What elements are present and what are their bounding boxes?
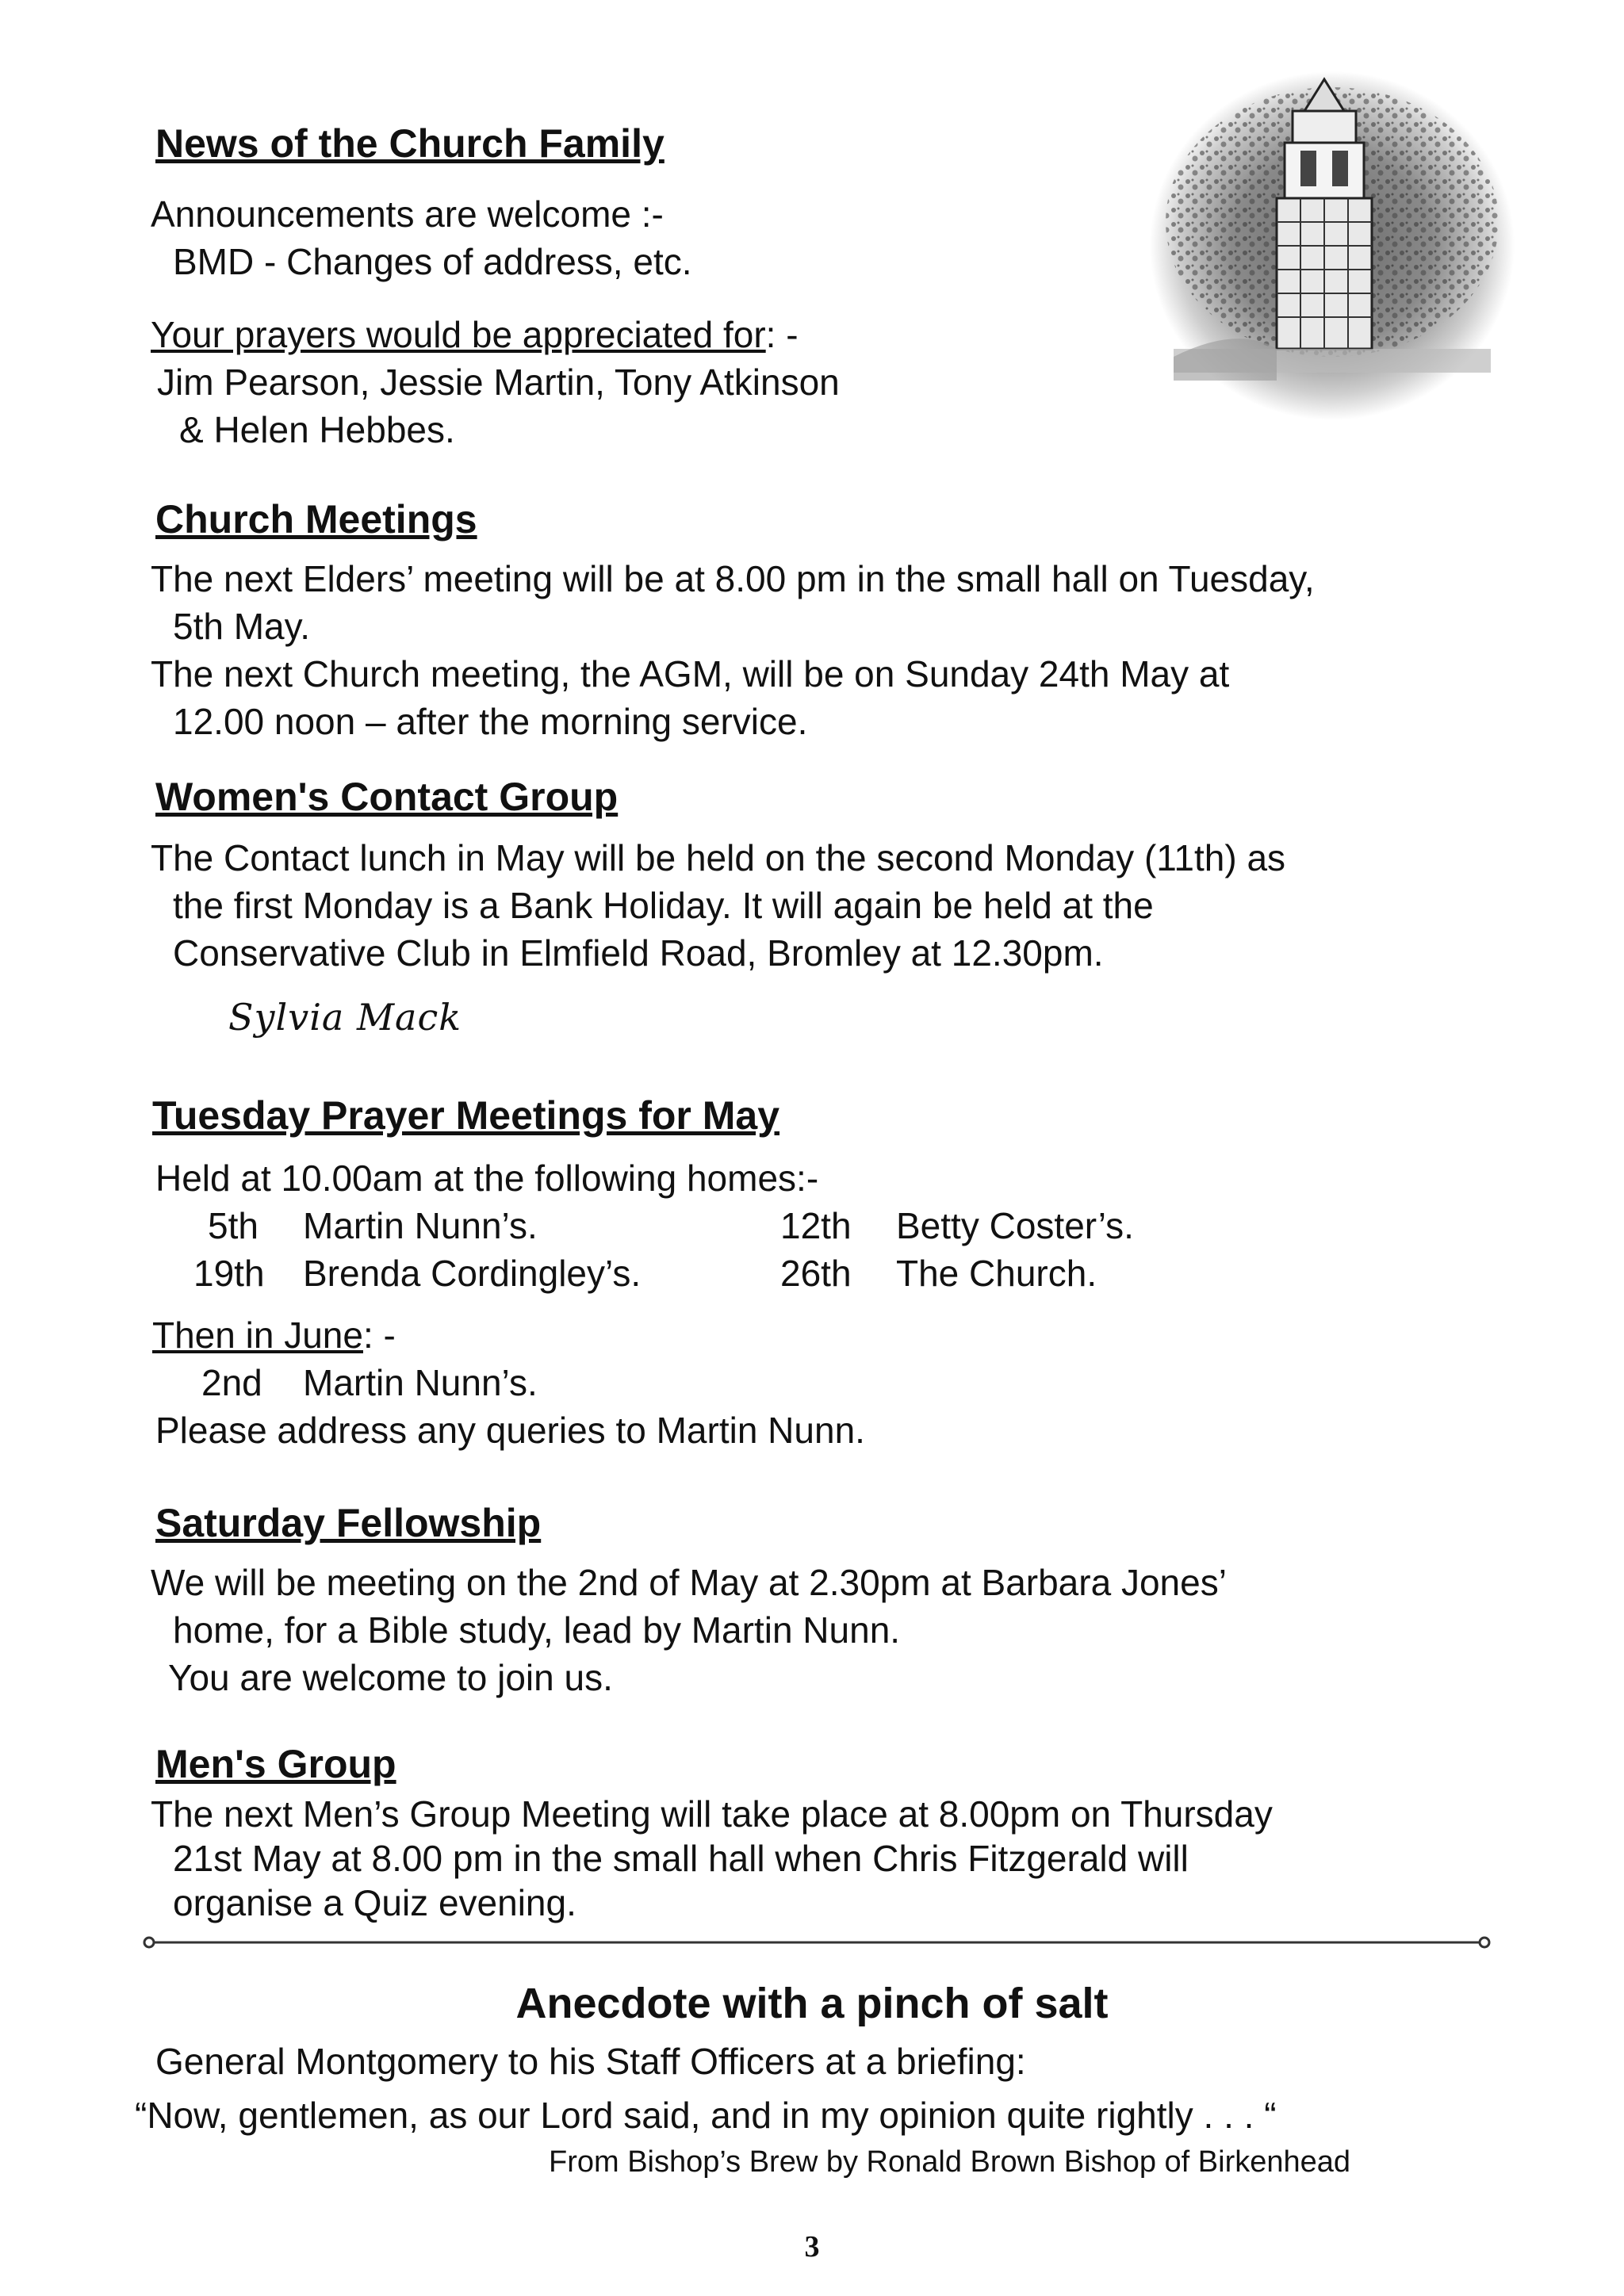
church-meeting-time: 12.00 noon – after the morning service.	[173, 701, 808, 742]
schedule-date: 12th	[780, 1205, 852, 1246]
schedule-home: Brenda Cordingley’s.	[303, 1253, 642, 1294]
mens-group-heading: Men's Group	[155, 1742, 396, 1786]
schedule-home: The Church.	[896, 1253, 1097, 1294]
anecdote-heading: Anecdote with a pinch of salt	[515, 1980, 1109, 2027]
womens-group-text-2: the first Monday is a Bank Holiday. It will again be held at the	[173, 885, 1154, 926]
saturday-fellowship-heading: Saturday Fellowship	[155, 1501, 542, 1545]
news-heading: News of the Church Family	[155, 121, 665, 166]
elders-meeting-date: 5th May.	[173, 606, 310, 647]
june-date: 2nd	[201, 1362, 262, 1403]
saturday-text-2: home, for a Bible study, lead by Martin Nunn.	[173, 1609, 901, 1651]
mens-group-text-2: 21st May at 8.00 pm in the small hall when Chris Fitzgerald will	[173, 1838, 1189, 1879]
prayer-meetings-heading: Tuesday Prayer Meetings for May	[152, 1093, 780, 1138]
church-meeting-text: The next Church meeting, the AGM, will be on Sunday 24th May at	[151, 653, 1230, 695]
womens-group-text-3: Conservative Club in Elmfield Road, Bromley at 12.30pm.	[173, 932, 1104, 974]
june-suffix: : -	[362, 1314, 396, 1356]
prayers-request	[151, 311, 799, 358]
anecdote-credit: From Bishop’s Brew by Ronald Brown Bishop of Birkenhead	[549, 2145, 1351, 2179]
signature: Sylvia Mack	[228, 996, 462, 1039]
church-spire-illustration	[1142, 63, 1522, 428]
womens-group-text-1: The Contact lunch in May will be held on the second Monday (11th) as	[151, 837, 1286, 878]
womens-group-heading: Women's Contact Group	[155, 775, 619, 819]
june-label: Then in June	[152, 1314, 363, 1356]
news-intro-detail: BMD - Changes of address, etc.	[173, 241, 692, 282]
mens-group-text-1: The next Men’s Group Meeting will take place at 8.00pm on Thursday	[151, 1793, 1273, 1835]
schedule-date: 26th	[780, 1253, 852, 1294]
anecdote-intro: General Montgomery to his Staff Officers at a briefing:	[155, 2041, 1026, 2082]
schedule-home: Betty Coster’s.	[896, 1205, 1134, 1246]
news-intro: Announcements are welcome :-	[151, 193, 664, 235]
prayer-meetings-intro: Held at 10.00am at the following homes:-	[155, 1158, 819, 1199]
section-divider	[143, 1934, 1491, 1950]
june-label-line	[152, 1311, 396, 1359]
prayers-label: Your prayers would be appreciated for	[151, 314, 766, 355]
prayers-suffix: : -	[765, 314, 799, 355]
anecdote-quote: “Now, gentlemen, as our Lord said, and in my opinion quite rightly . . . “	[135, 2095, 1277, 2136]
page-number: 3	[804, 2230, 820, 2263]
church-meetings-heading: Church Meetings	[155, 497, 477, 541]
prayers-names: Jim Pearson, Jessie Martin, Tony Atkinson	[157, 362, 840, 403]
saturday-text-1: We will be meeting on the 2nd of May at 2.30pm at Barbara Jones’	[151, 1562, 1227, 1603]
queries-text: Please address any queries to Martin Nunn.	[155, 1410, 865, 1451]
saturday-text-3: You are welcome to join us.	[168, 1657, 613, 1698]
june-home: Martin Nunn’s.	[303, 1362, 538, 1403]
mens-group-text-3: organise a Quiz evening.	[173, 1882, 576, 1923]
prayers-names-cont: & Helen Hebbes.	[179, 409, 455, 450]
schedule-home: Martin Nunn’s.	[303, 1205, 538, 1246]
elders-meeting-text: The next Elders’ meeting will be at 8.00 pm in the small hall on Tuesday,	[151, 558, 1315, 599]
schedule-date: 5th	[208, 1205, 259, 1246]
schedule-date: 19th	[193, 1253, 265, 1294]
